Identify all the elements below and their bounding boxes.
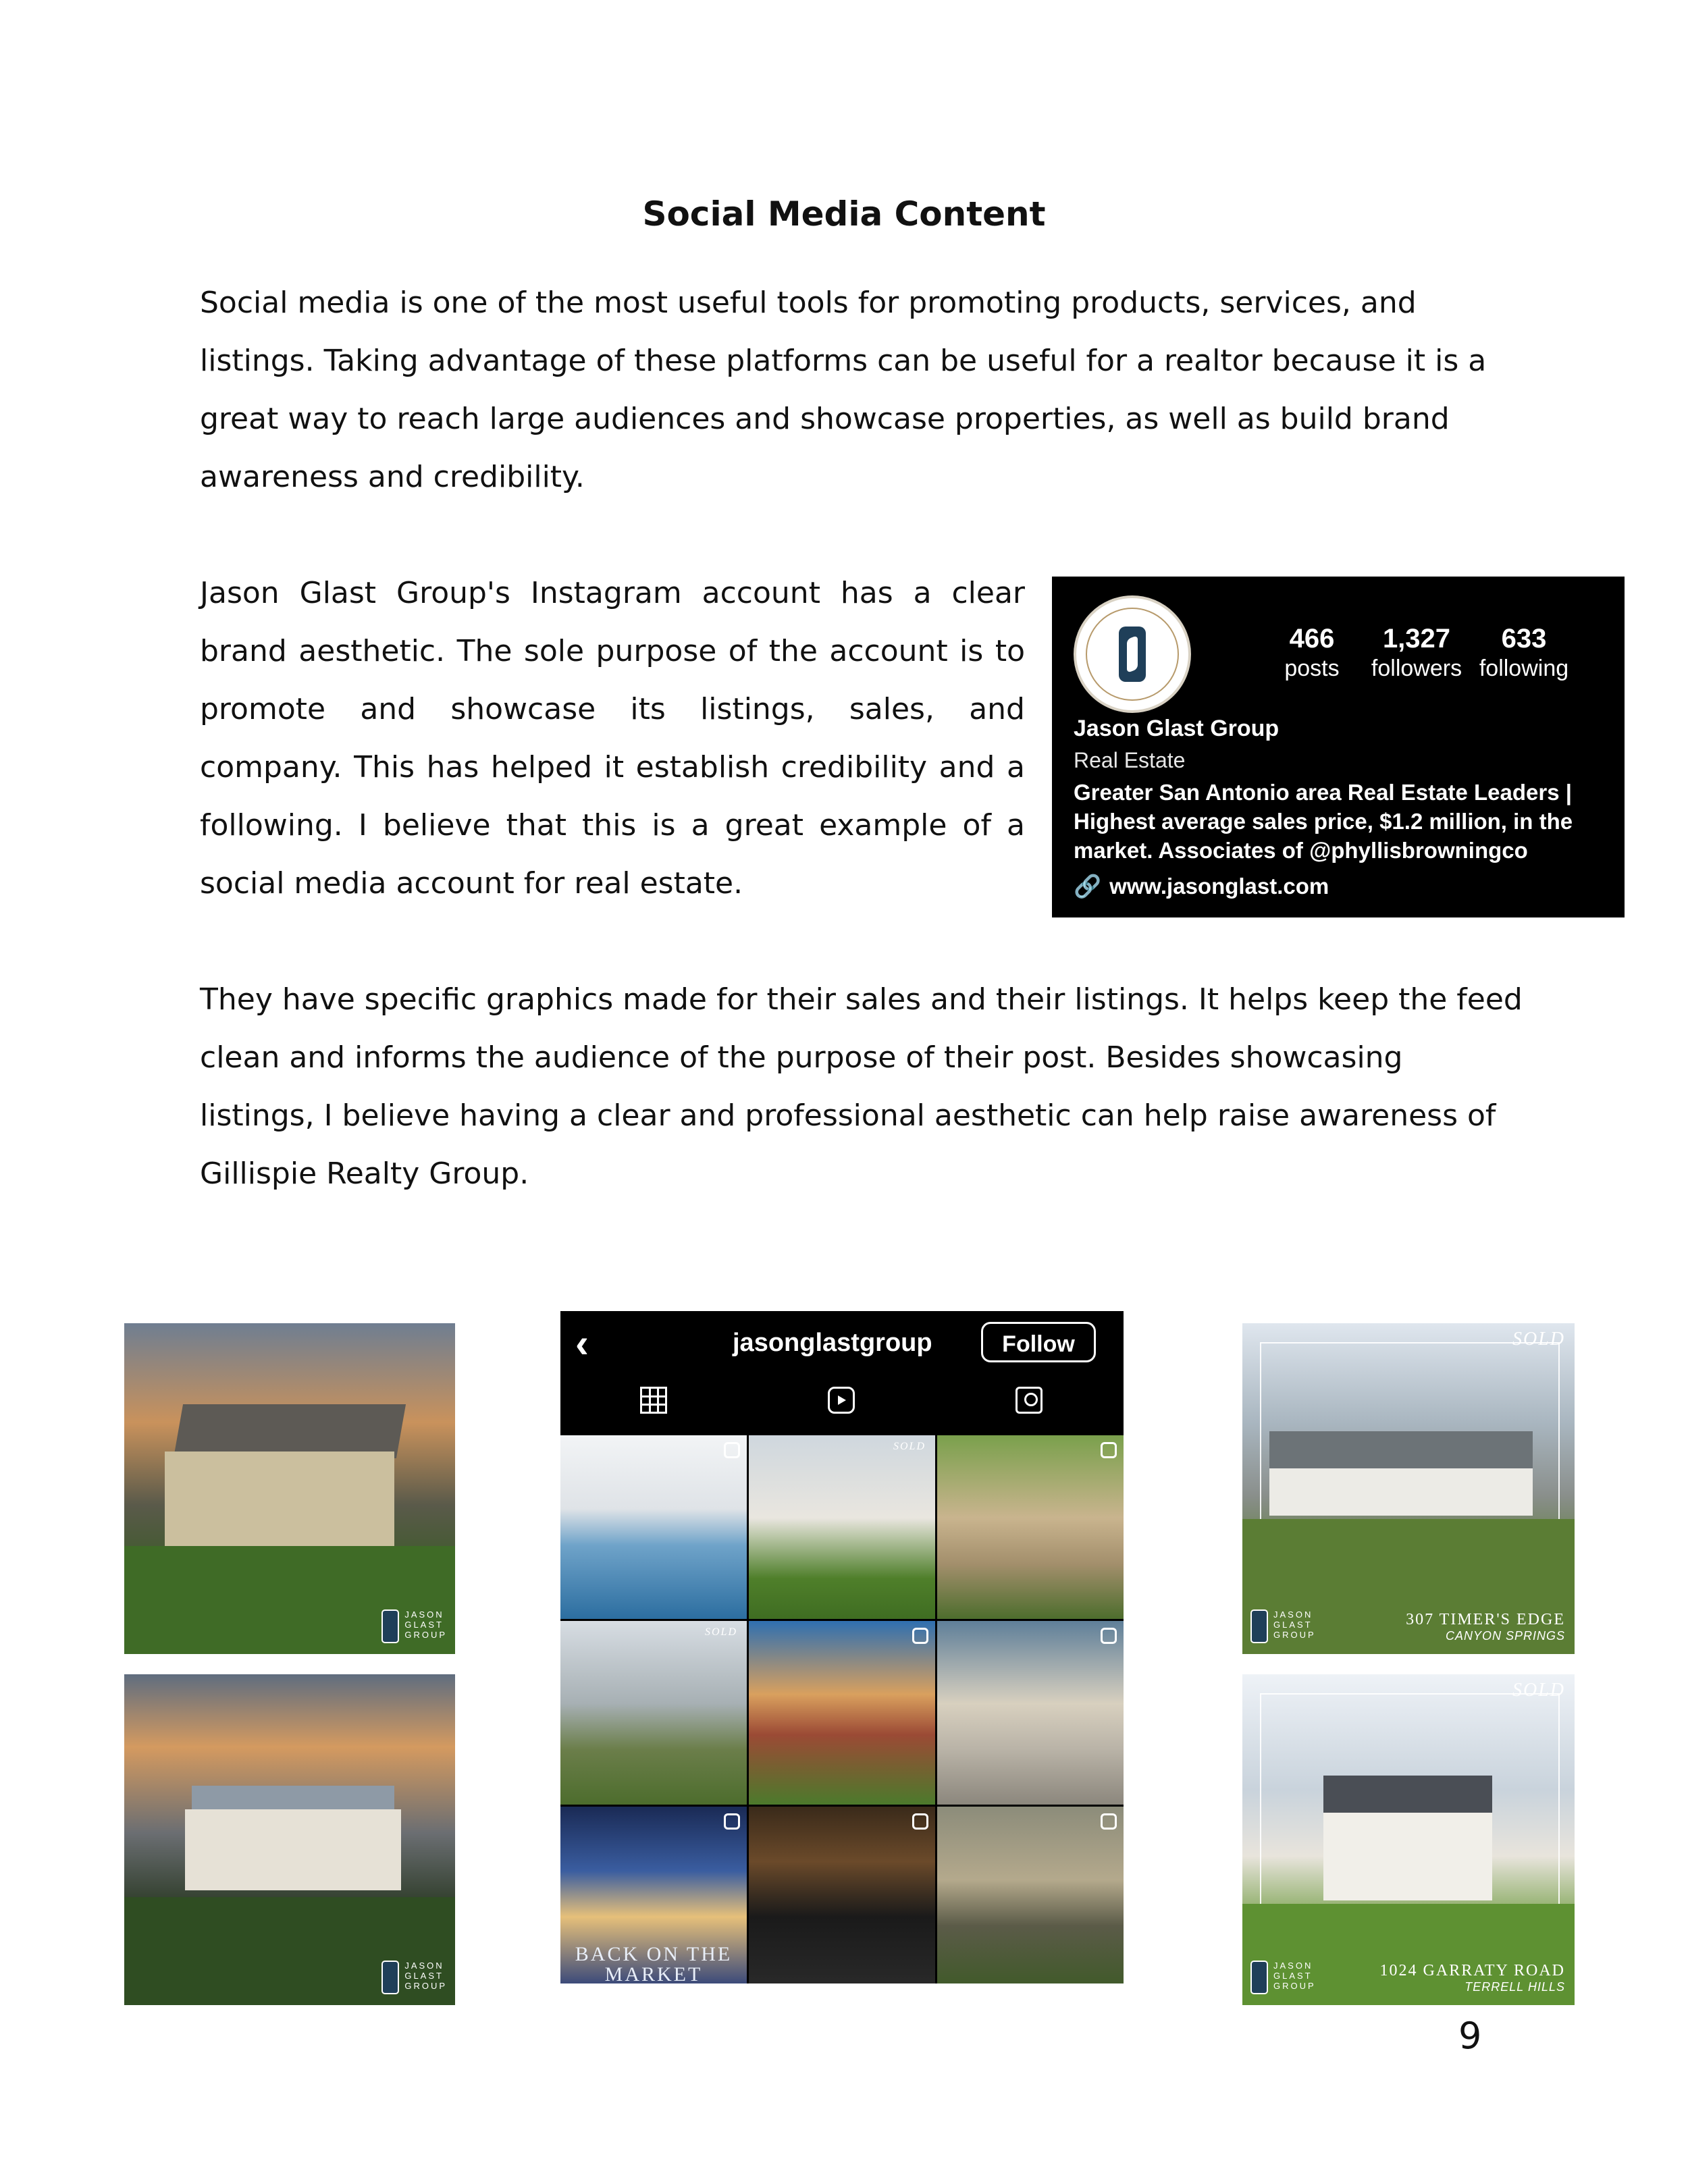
brand-logo bbox=[1250, 1609, 1316, 1643]
feed-post[interactable] bbox=[937, 1807, 1124, 1983]
sold-label: SOLD bbox=[1512, 1329, 1565, 1350]
listing-street: 307 TIMER'S EDGE bbox=[1406, 1611, 1565, 1628]
posts-count: 466 bbox=[1289, 624, 1335, 654]
reel-badge-icon bbox=[1101, 1442, 1117, 1458]
graphics-paragraph: They have specific graphics made for their sales and their listings. It helps keep the feed clean and informs the audience of the purpose of their post. Besides showcasing listings, I believe having a clear and professional aesthetic can help raise awareness of Gillispie Realty Group. bbox=[200, 982, 1523, 1191]
following-label: following bbox=[1479, 656, 1569, 681]
posts-label: posts bbox=[1284, 656, 1340, 681]
logo-line-3: GROUP bbox=[404, 1981, 447, 1991]
listing-area: CANYON SPRINGS bbox=[1445, 1629, 1565, 1643]
listing-photo-white-colonial bbox=[124, 1674, 455, 2005]
link-icon: 🔗 bbox=[1074, 874, 1102, 899]
logo-line-1: JASON bbox=[404, 1609, 444, 1620]
sold-label: SOLD bbox=[893, 1441, 926, 1452]
back-on-market-text: BACK ON THE MARKET bbox=[575, 1943, 733, 1983]
profile-link-text: www.jasonglast.com bbox=[1109, 874, 1329, 899]
profile-name: Jason Glast Group bbox=[1074, 716, 1280, 741]
sold-label: SOLD bbox=[1512, 1680, 1565, 1701]
feed-handle: jasonglastgroup bbox=[733, 1329, 932, 1357]
feed-header bbox=[560, 1311, 1124, 1430]
instagram-profile-card bbox=[1052, 577, 1625, 917]
profile-bio: Greater San Antonio area Real Estate Leaders | Highest average sales price, $1.2 million, in the market. Associates of @phyllisbrowningco bbox=[1074, 780, 1573, 863]
logo-line-3: GROUP bbox=[404, 1630, 447, 1640]
profile-category: Real Estate bbox=[1074, 748, 1186, 772]
feed-post[interactable] bbox=[749, 1621, 935, 1805]
back-arrow-icon[interactable]: ‹ bbox=[575, 1321, 589, 1366]
sold-label: SOLD bbox=[704, 1626, 737, 1638]
sold-graphic-garraty-road bbox=[1242, 1674, 1575, 2005]
logo-mark-icon bbox=[1250, 1961, 1268, 1994]
brand-logo bbox=[1250, 1961, 1316, 1994]
following-stat bbox=[1473, 624, 1575, 683]
instagram-paragraph: Jason Glast Group's Instagram account has a clear brand aesthetic. The sole purpose of the account is to promote and showcase its listings, sales, and company. This has helped it establish credibility and a following. I believe that this is a great example of a social media account for real estate. bbox=[200, 576, 1025, 901]
carousel-badge-icon bbox=[1101, 1628, 1117, 1644]
logo-line-3: GROUP bbox=[1273, 1981, 1316, 1991]
followers-label: followers bbox=[1371, 656, 1462, 681]
logo-line-2: GLAST bbox=[404, 1971, 444, 1981]
logo-line-2: GLAST bbox=[1273, 1971, 1313, 1981]
posts-stat bbox=[1268, 624, 1356, 683]
brand-logo-icon bbox=[1119, 627, 1146, 682]
feed-post[interactable] bbox=[749, 1435, 935, 1619]
tagged-tab-icon[interactable] bbox=[1016, 1387, 1043, 1414]
listing-address bbox=[1406, 1611, 1565, 1643]
logo-line-1: JASON bbox=[1273, 1961, 1313, 1971]
carousel-badge-icon bbox=[912, 1813, 928, 1830]
profile-avatar bbox=[1074, 595, 1191, 713]
sold-graphic-timers-edge bbox=[1242, 1323, 1575, 1654]
logo-line-3: GROUP bbox=[1273, 1630, 1316, 1640]
intro-paragraph: Social media is one of the most useful tools for promoting products, services, and listings. Taking advantage of these platforms can be useful for a realtor because it is a great way to reach large audiences and showcase properties, as well as build brand awareness and credibility. bbox=[200, 286, 1487, 494]
reels-tab-icon[interactable] bbox=[828, 1387, 855, 1414]
carousel-badge-icon bbox=[1101, 1813, 1117, 1830]
feed-post[interactable] bbox=[937, 1435, 1124, 1619]
listing-photo-stone-house bbox=[124, 1323, 455, 1654]
page-title: Social Media Content bbox=[642, 194, 1046, 234]
logo-line-1: JASON bbox=[404, 1961, 444, 1971]
followers-stat bbox=[1363, 624, 1471, 683]
logo-mark-icon bbox=[381, 1961, 399, 1994]
listing-address bbox=[1380, 1962, 1565, 1994]
followers-count: 1,327 bbox=[1382, 624, 1451, 654]
reel-badge-icon bbox=[724, 1442, 740, 1458]
feed-post[interactable] bbox=[937, 1621, 1124, 1805]
logo-line-2: GLAST bbox=[404, 1620, 444, 1630]
brand-logo bbox=[381, 1609, 447, 1643]
brand-logo bbox=[381, 1961, 447, 1994]
reel-badge-icon bbox=[724, 1813, 740, 1830]
following-count: 633 bbox=[1501, 624, 1547, 654]
feed-post[interactable] bbox=[560, 1621, 747, 1805]
follow-button[interactable]: Follow bbox=[981, 1322, 1096, 1362]
profile-link bbox=[1074, 874, 1329, 900]
listing-street: 1024 GARRATY ROAD bbox=[1379, 1962, 1565, 1979]
instagram-feed-screenshot bbox=[560, 1311, 1124, 1983]
logo-mark-icon bbox=[381, 1609, 399, 1643]
feed-post[interactable] bbox=[560, 1807, 747, 1983]
listing-area: TERRELL HILLS bbox=[1465, 1980, 1565, 1994]
carousel-badge-icon bbox=[912, 1628, 928, 1644]
grid-tab-icon[interactable] bbox=[640, 1387, 667, 1414]
page-number: 9 bbox=[1458, 2015, 1482, 2057]
feed-post[interactable] bbox=[560, 1435, 747, 1619]
logo-line-2: GLAST bbox=[1273, 1620, 1313, 1630]
feed-post[interactable] bbox=[749, 1807, 935, 1983]
logo-line-1: JASON bbox=[1273, 1609, 1313, 1620]
logo-mark-icon bbox=[1250, 1609, 1268, 1643]
